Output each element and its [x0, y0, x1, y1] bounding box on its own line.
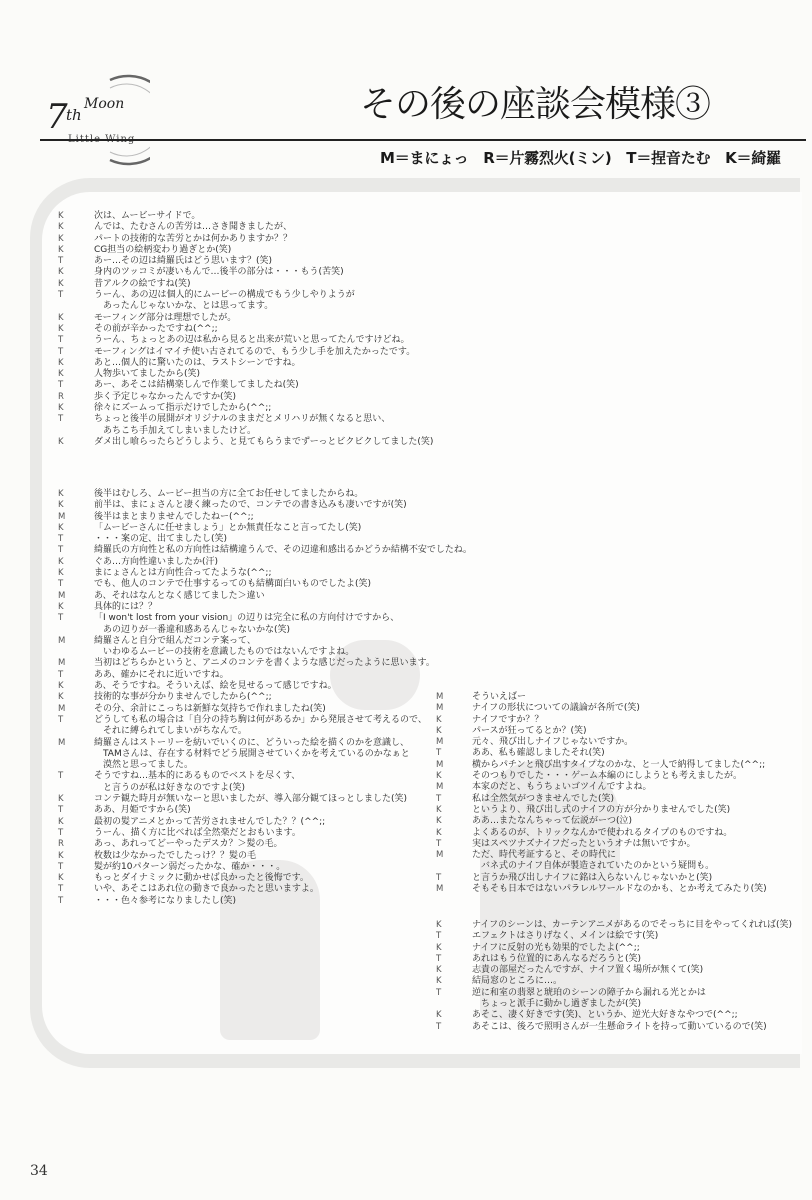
speaker-initial: T [58, 827, 64, 838]
dialogue-line [436, 737, 767, 748]
dialogue-text: 後半はまとまりませんでしたねー(^^;; [94, 511, 254, 522]
speaker-initial: T [58, 895, 64, 906]
dialogue-text: 後半はむしろ、ムービー担当の方に全てお任せしてましたからね。 [94, 489, 364, 499]
dialogue-line [58, 839, 472, 850]
dialogue-line [58, 681, 472, 692]
dialogue-text: 徐々にズームって指示だけでしたから(^^;; [94, 403, 272, 414]
speaker-initial: K [58, 278, 64, 289]
svg-text:Moon: Moon [84, 96, 125, 112]
dialogue-line [58, 211, 433, 222]
dialogue-line [58, 873, 472, 884]
dialogue-text: 結局窓のところに…。 [472, 976, 563, 987]
dialogue-line [436, 873, 767, 884]
dialogue-line [58, 613, 472, 624]
speaker-initial: K [58, 692, 64, 703]
dialogue-line [58, 234, 433, 245]
dialogue-text: ナイフに反射の光も効果的でしたよ(^^;; [472, 942, 640, 953]
speaker-initial: R [58, 391, 64, 402]
dialogue-line [436, 999, 792, 1010]
dialogue-line [58, 591, 472, 602]
dialogue-text: 具体的には？？ [94, 601, 158, 612]
speaker-initial: K [436, 976, 442, 987]
dialogue-line [436, 931, 792, 942]
dialogue-line [436, 850, 767, 861]
dialogue-line [58, 692, 472, 703]
speaker-initial: K [58, 522, 64, 533]
dialogue-line [58, 884, 472, 895]
dialogue-line [58, 426, 433, 437]
speaker-initial: T [58, 380, 64, 391]
speaker-initial: R [58, 839, 64, 850]
speaker-initial: M [58, 703, 66, 714]
dialogue-text: 「ムービーさんに任せましょう」とか無責任なこと言ってたし(笑) [94, 522, 362, 533]
speaker-initial: K [58, 794, 64, 805]
moon-logo-icon [40, 70, 150, 170]
speaker-initial: M [436, 692, 444, 702]
dialogue-line [58, 313, 433, 324]
dialogue-line [58, 523, 472, 534]
dialogue-text: あったんじゃないかな、とは思ってます。 [94, 301, 274, 312]
speaker-initial: T [58, 805, 64, 816]
dialogue-text: ナイフの形状についての議論が各所で(笑) [472, 703, 640, 714]
speaker-initial: K [58, 500, 64, 511]
dialogue-line [436, 1022, 792, 1033]
speaker-initial: M [436, 759, 444, 770]
dialogue-text: ・・・色々参考になりましたし(笑) [94, 895, 237, 906]
dialogue-line [58, 557, 472, 568]
speaker-initial: K [58, 244, 64, 255]
dialogue-text: 次は、ムービーサイドで。 [94, 211, 201, 221]
speaker-initial: K [436, 965, 442, 976]
dialogue-text: 私は全然気がつきませんでした(笑) [472, 793, 615, 804]
speaker-initial: K [58, 369, 64, 380]
dialogue-line [436, 703, 767, 714]
dialogue-line [58, 625, 472, 636]
dialogue-line [58, 324, 433, 335]
dialogue-line [58, 828, 472, 839]
dialogue-line [58, 602, 472, 613]
dialogue-line [58, 267, 433, 278]
speaker-initial [436, 861, 472, 872]
dialogue-text: あと…個人的に驚いたのは、ラストシーンですね。 [94, 357, 301, 368]
dialogue-line [58, 290, 433, 301]
dialogue-line [436, 1010, 792, 1021]
dialogue-text: TAMさんは、存在する材料でどう展開させていくかを考えているのかなぁと [94, 748, 410, 759]
speaker-initial: K [436, 920, 442, 930]
speaker-initial: K [436, 816, 442, 827]
dialogue-text: あっ、あれってどーやったデスカ？＞髪の毛。 [94, 839, 283, 850]
speaker-initial: T [58, 714, 64, 725]
dialogue-line [436, 954, 792, 965]
dialogue-line [58, 279, 433, 290]
dialogue-line [58, 222, 433, 233]
speaker-initial: T [58, 669, 64, 680]
dialogue-text: あー…その辺は綺羅氏はどう思います？(笑) [94, 256, 273, 267]
dialogue-line [58, 335, 433, 346]
speaker-initial: K [58, 489, 64, 499]
dialogue-text: 綺羅さんと自分で組んだコンテ案って、 [94, 635, 256, 646]
speaker-initial: M [58, 658, 66, 669]
dialogue-line [58, 805, 472, 816]
dialogue-line [58, 369, 433, 380]
page-title: その後の座談会模様③ [360, 84, 711, 125]
dialogue-line [58, 794, 472, 805]
speaker-initial: K [58, 233, 64, 244]
dialogue-text: いわゆるムービーの技術を意識したものではないんですよね。 [94, 647, 355, 658]
dialogue-text: あれはもう位置的にあんなるだろうと(笑) [472, 953, 642, 964]
dialogue-line [436, 839, 767, 850]
dialogue-text: 本家のだと、もうちょいゴツイんですよね。 [472, 782, 652, 793]
speaker-initial: T [58, 884, 64, 895]
dialogue-text: いや、あそこはあれ位の動きで良かったと思いますよ。 [94, 884, 319, 895]
dialogue-text: ちょっと派手に動かし過ぎましたが(笑) [472, 999, 642, 1010]
speaker-initial: T [436, 838, 442, 849]
dialogue-text: そういえばー [472, 692, 527, 702]
speaker-initial: K [58, 403, 64, 414]
dialogue-text: あそこ、凄く好きです(笑)、というか、逆光大好きなやつで(^^;; [472, 1010, 738, 1021]
dialogue-text: ああ、月姫ですから(笑) [94, 805, 191, 816]
speaker-initial: K [58, 601, 64, 612]
dialogue-line [58, 862, 472, 873]
dialogue-text: ・・・案の定、出てましたし(笑) [94, 534, 228, 545]
dialogue-line [58, 437, 433, 448]
speaker-initial: K [436, 942, 442, 953]
dialogue-line [58, 579, 472, 590]
speaker-initial: K [58, 556, 64, 567]
dialogue-text: ああ、私も確認しましたそれ(笑) [472, 748, 605, 759]
dialogue-line [436, 692, 767, 703]
dialogue-line [58, 403, 433, 414]
speaker-initial: K [436, 714, 442, 725]
dialogue-line [436, 794, 767, 805]
dialogue-line [58, 896, 472, 907]
speaker-initial: T [436, 872, 442, 883]
dialogue-text: あちこち手加えてしまいましたけど。 [94, 425, 257, 436]
speaker-initial: T [58, 771, 64, 782]
dialogue-line [58, 534, 472, 545]
speaker-initial: K [58, 222, 64, 233]
speaker-initial: M [58, 737, 66, 748]
dialogue-text: 元々、飛び出しナイフじゃないですか。 [472, 737, 634, 748]
dialogue-text: ダメ出し喰らったらどうしよう、と見てもらうまでずーっとビクビクしてました(笑) [94, 436, 434, 447]
dialogue-text: 綺羅さんはストーリーを紡いでいくのに、どういった絵を描くのかを意識し、 [94, 737, 410, 748]
dialogue-text: その分、余計にこっちは新鮮な気持ちで作れましたね(笑) [94, 703, 326, 714]
dialogue-line [58, 380, 433, 391]
dialogue-text: モーフィング部分は理想でしたが。 [94, 312, 237, 323]
dialogue-text: パートの技術的な苦労とかは何かありますか？？ [94, 233, 293, 244]
speaker-initial: K [436, 771, 442, 782]
dialogue-text: どうしても私の場合は「自分の持ち駒は何があるか」から発展させて考えるので、 [94, 714, 427, 725]
dialogue-line [58, 771, 472, 782]
dialogue-text: あー、あそこは結構楽しんで作業してましたね(笑) [94, 380, 299, 391]
speaker-initial: K [58, 816, 64, 827]
dialogue-text: 逆に和室の翡翠と琥珀のシーンの障子から漏れる光とかは [472, 987, 706, 998]
dialogue-text: 髪が約10パターン弱だったかな、確か・・・。 [94, 861, 286, 872]
dialogue-text: うーん、ちょっとあの辺は私から見ると出来が荒いと思ってたんですけどね。 [94, 335, 410, 346]
speaker-initial: T [58, 534, 64, 545]
dialogue-line [58, 500, 472, 511]
speaker-initial: K [58, 323, 64, 334]
dialogue-line [58, 738, 472, 749]
dialogue-line [58, 760, 472, 771]
speaker-initial: K [58, 312, 64, 323]
dialogue-text: よくあるのが、トリックなんかで使われるタイプのものですね。 [472, 827, 733, 838]
member-legend: M＝まにょっ R＝片霧烈火(ミン) T＝捏音たむ K＝綺羅 [380, 149, 781, 167]
dialogue-line [58, 545, 472, 556]
dialogue-line [58, 358, 433, 369]
dialogue-text: あそこは、後ろで照明さんが一生懸命ライトを持って動いているので(笑) [472, 1021, 767, 1032]
dialogue-line [58, 347, 433, 358]
dialogue-text: エフェクトはさりげなく、メインは絵です(笑) [472, 931, 659, 942]
dialogue-text: 綺羅氏の方向性と私の方向性は結構違うんで、その辺違和感出るかどうか結構不安でしたね。 [94, 545, 472, 556]
dialogue-text: 技術的な事が分かりませんでしたから(^^;; [94, 692, 272, 703]
dialogue-line [436, 884, 767, 895]
speaker-initial [58, 647, 94, 658]
title-rule [40, 139, 806, 141]
dialogue-text: あ、それはなんとなく感じてました＞違い [94, 590, 265, 601]
dialogue-line [436, 920, 792, 931]
dialogue-column-right-1 [436, 692, 767, 895]
speaker-initial: M [436, 703, 444, 714]
dialogue-line [58, 256, 433, 267]
dialogue-line [436, 771, 767, 782]
speaker-initial [58, 426, 94, 437]
speaker-initial: M [58, 635, 66, 646]
dialogue-text: ちょっと後半の展開がオリジナルのままだとメリハリが無くなると思い、 [94, 414, 391, 425]
dialogue-text: そのつもりでした・・・ゲーム本編のにしようとも考えましたが。 [472, 771, 743, 782]
speaker-initial: K [436, 804, 442, 815]
dialogue-text: 漠然と思ってました。 [94, 760, 194, 771]
dialogue-text: ただ、時代考証すると、その時代に [472, 850, 617, 861]
dialogue-text: ああ、確かにそれに近いですね。 [94, 669, 229, 680]
dialogue-line [436, 805, 767, 816]
dialogue-text: 枚数は少なかったでしたっけ？？髪の毛 [94, 850, 257, 861]
dialogue-text: うーん、描く方に比べれば全然楽だとおもいます。 [94, 827, 301, 838]
dialogue-text: 「I won't lost from your vision」の辺りは完全に私の方向付けですから、 [94, 613, 400, 624]
dialogue-line [436, 726, 767, 737]
dialogue-line [58, 670, 472, 681]
dialogue-line [436, 988, 792, 999]
speaker-initial: K [58, 267, 64, 278]
speaker-initial [436, 999, 472, 1010]
dialogue-line [436, 976, 792, 987]
dialogue-text: 歩く予定じゃなかったんですか(笑) [94, 391, 237, 402]
speaker-initial [58, 749, 94, 760]
dialogue-line [436, 943, 792, 954]
dialogue-line [58, 301, 433, 312]
dialogue-text: ナイフですか？？ [472, 714, 544, 725]
speaker-initial: K [58, 436, 64, 447]
speaker-initial [58, 783, 94, 794]
speaker-initial: K [58, 211, 64, 221]
dialogue-text: モーフィングはイマイチ使い古されてるので、もう少し手を加えたかったです。 [94, 346, 416, 357]
speaker-initial: K [58, 681, 64, 692]
speaker-initial: K [436, 725, 442, 736]
speaker-initial: M [436, 737, 444, 748]
speaker-initial: M [58, 590, 66, 601]
dialogue-text: そうですね…基本的にあるものでベストを尽くす、 [94, 771, 301, 782]
speaker-initial: T [58, 290, 64, 301]
dialogue-line [58, 658, 472, 669]
dialogue-line [58, 636, 472, 647]
speaker-initial: T [436, 793, 442, 804]
speaker-initial: K [58, 873, 64, 884]
dialogue-text: コンテ観た時月が無いなーと思いましたが、導入部分観てほっとしました(笑) [94, 794, 408, 805]
dialogue-text: 昔アルクの絵ですね(笑) [94, 278, 191, 289]
dialogue-text: ああ…またなんちゃって伝説がーつ(泣) [472, 816, 633, 827]
dialogue-line [436, 861, 767, 872]
speaker-initial: T [58, 613, 64, 624]
speaker-initial: T [58, 579, 64, 590]
page-number: 34 [30, 1163, 48, 1179]
dialogue-line [436, 816, 767, 827]
dialogue-line [58, 512, 472, 523]
dialogue-text: 最初の髪アニメとかって苦労されませんでした？？(^^;; [94, 816, 326, 827]
dialogue-line [58, 392, 433, 403]
speaker-initial: M [58, 511, 66, 522]
speaker-initial: T [58, 346, 64, 357]
dialogue-text: あの辺りが一番違和感あるんじゃないかな(笑) [94, 624, 291, 635]
dialogue-line [436, 828, 767, 839]
dialogue-text: パースが狂ってるとか？(笑) [472, 725, 587, 736]
speaker-initial: T [436, 953, 442, 964]
speaker-initial: T [58, 545, 64, 556]
speaker-initial [58, 760, 94, 771]
dialogue-line [58, 783, 472, 794]
dialogue-line [436, 748, 767, 759]
speaker-initial: M [436, 884, 444, 895]
speaker-initial: K [58, 357, 64, 368]
dialogue-text: 前半は、まにょさんと凄く練ったので、コンテでの書き込みも凄いですが(笑) [94, 500, 407, 511]
dialogue-line [58, 715, 472, 726]
dialogue-line [58, 489, 472, 500]
dialogue-text: 身内のツッコミが凄いもんで…後半の部分は・・・もう(苦笑) [94, 267, 344, 278]
dialogue-line [58, 704, 472, 715]
dialogue-line [436, 965, 792, 976]
svg-text:7: 7 [46, 97, 68, 137]
dialogue-text: そもそも日本ではないパラレルワールドなのかも、とか考えてみたり(笑) [472, 884, 767, 895]
speaker-initial: T [58, 861, 64, 872]
speaker-initial: T [436, 931, 442, 942]
speaker-initial: K [58, 850, 64, 861]
dialogue-text: うーん、あの辺は個人的にムービーの構成でもう少しやりようが [94, 290, 355, 301]
dialogue-text: ぐあ…方向性違いましたか(汗) [94, 556, 219, 567]
speaker-initial: M [436, 782, 444, 793]
dialogue-text: その前が辛かったですね(^^;; [94, 323, 218, 334]
dialogue-text: あ、そうですね。そういえば、絵を見せるって感じですね。 [94, 681, 337, 692]
speaker-initial: K [436, 827, 442, 838]
dialogue-text: バネ式のナイフ自体が製造されていたのかという疑問も。 [472, 861, 715, 872]
dialogue-line [58, 749, 472, 760]
dialogue-line [58, 245, 433, 256]
dialogue-column-right-2 [436, 920, 792, 1033]
dialogue-line [436, 715, 767, 726]
dialogue-text: それに縛られてしまいがちなんで。 [94, 726, 247, 737]
speaker-initial: T [58, 256, 64, 267]
dialogue-text: ナイフのシーンは、カーテンアニメがあるのでそっちに目をやってくれれば(笑) [472, 920, 793, 930]
speaker-initial [58, 726, 94, 737]
speaker-initial: M [436, 850, 444, 861]
speaker-initial: T [436, 1021, 442, 1032]
dialogue-line [58, 647, 472, 658]
speaker-initial: K [436, 1010, 442, 1021]
speaker-initial: T [436, 748, 442, 759]
speaker-initial: T [58, 335, 64, 346]
svg-text:th: th [66, 106, 82, 124]
dialogue-text: 実はスペツナズナイフだったというオチは無いですか。 [472, 838, 696, 849]
dialogue-text: んでは、たむさんの苦労は…さき聞きましたが、 [94, 222, 293, 233]
circle-logo [40, 70, 150, 170]
speaker-initial: T [58, 414, 64, 425]
dialogue-column-left-2 [58, 489, 472, 907]
dialogue-line [58, 726, 472, 737]
dialogue-text: と言うのが私は好きなのですよ(笑) [94, 782, 246, 793]
dialogue-text: 志貴の部屋だったんですが、ナイフ置く場所が無くて(笑) [472, 965, 704, 976]
dialogue-line [58, 817, 472, 828]
speaker-initial: K [58, 568, 64, 579]
dialogue-text: まにょさんとは方向性合ってたような(^^;; [94, 568, 272, 579]
speaker-initial [58, 625, 94, 636]
dialogue-text: 人物歩いてましたから(笑) [94, 369, 201, 380]
dialogue-line [436, 760, 767, 771]
dialogue-text: 当初はどちらかというと、アニメのコンテを書くような感じだったように思います。 [94, 658, 435, 669]
dialogue-column-left-1 [58, 211, 433, 448]
dialogue-text: というより、飛び出し式のナイフの方が分かりませんでした(笑) [472, 804, 731, 815]
dialogue-line [58, 414, 433, 425]
dialogue-line [436, 782, 767, 793]
dialogue-text: と言うか飛び出しナイフに銘は入らないんじゃないかと(笑) [472, 872, 713, 883]
dialogue-text: CG担当の絵柄変わり過ぎとか(笑) [94, 244, 232, 255]
dialogue-text: 横からパチンと飛び出すタイプなのかな、と一人で納得してました(^^;; [472, 759, 766, 770]
speaker-initial: T [436, 987, 442, 998]
speaker-initial [58, 301, 94, 312]
dialogue-line [58, 568, 472, 579]
dialogue-text: もっとダイナミックに動かせば良かったと後悔です。 [94, 873, 309, 884]
dialogue-text: でも、他人のコンテで仕事するってのも結構面白いものでしたよ(笑) [94, 579, 372, 590]
dialogue-line [58, 851, 472, 862]
